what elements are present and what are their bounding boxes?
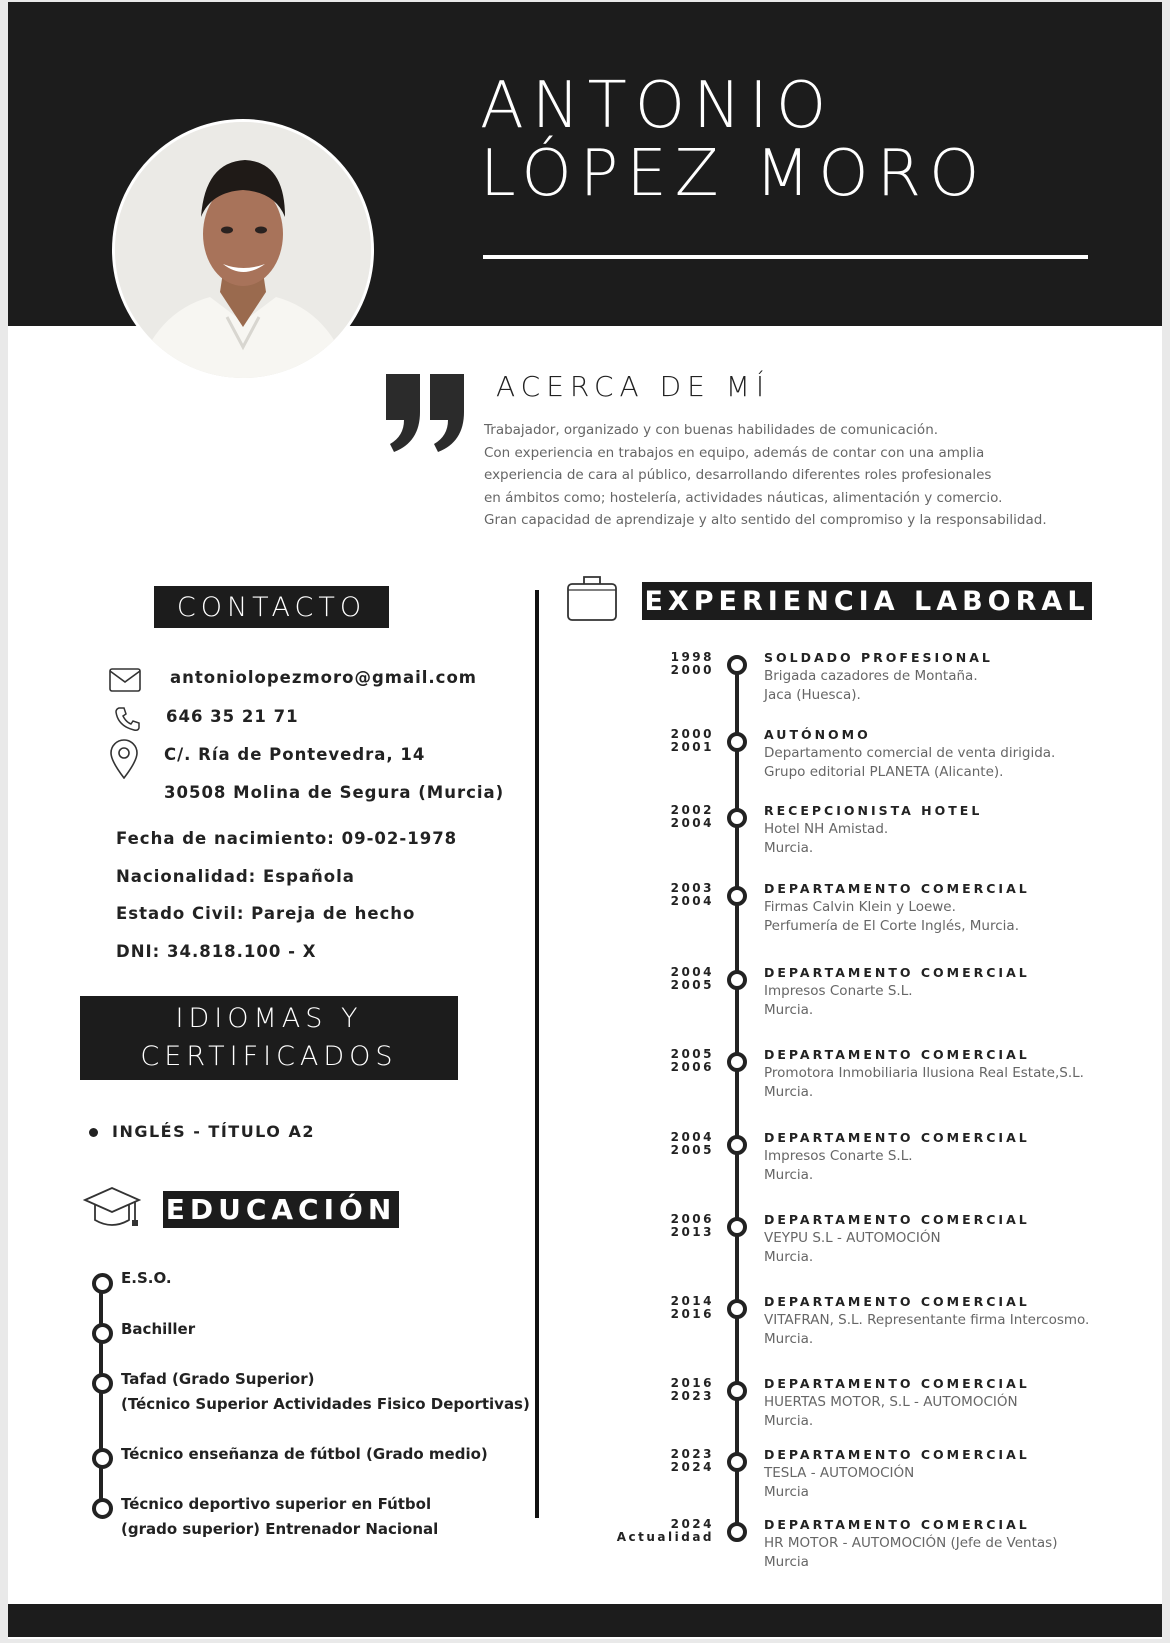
experience-end-year: 2004 xyxy=(670,816,714,830)
experience-end-year: 2016 xyxy=(670,1307,714,1321)
experience-start-year: 2002 xyxy=(670,803,714,817)
experience-role: RECEPCIONISTA HOTEL xyxy=(764,803,983,818)
experience-years xyxy=(671,1048,714,1074)
name-underline xyxy=(483,255,1088,259)
experience-description xyxy=(764,1464,914,1502)
timeline-dot xyxy=(727,1052,747,1072)
profile-photo xyxy=(112,119,374,381)
experience-description-line: Murcia. xyxy=(764,1167,814,1183)
experience-description xyxy=(764,982,913,1020)
nationality: Nacionalidad: Española xyxy=(116,867,355,886)
experience-start-year: 2014 xyxy=(670,1294,714,1308)
education-item-line: (grado superior) Entrenador Nacional xyxy=(121,1520,439,1538)
experience-description xyxy=(764,1147,913,1185)
education-item-line: E.S.O. xyxy=(121,1269,172,1287)
experience-description-line: Murcia. xyxy=(764,840,814,856)
about-line: en ámbitos como; hostelería, actividades náuticas, alimentación y comercio. xyxy=(484,489,1003,506)
experience-description-line: Impresos Conarte S.L. xyxy=(764,1148,913,1164)
timeline-dot xyxy=(727,1217,747,1237)
experience-start-year: 2000 xyxy=(670,727,714,741)
experience-start-year: 2006 xyxy=(670,1212,714,1226)
briefcase-icon xyxy=(566,574,618,622)
experience-description-line: Murcia. xyxy=(764,1002,814,1018)
experience-start-year: 2016 xyxy=(670,1376,714,1390)
experience-role: DEPARTAMENTO COMERCIAL xyxy=(764,881,1030,896)
envelope-icon xyxy=(109,668,141,692)
experience-description xyxy=(764,820,888,858)
timeline-dot xyxy=(727,808,747,828)
education-item xyxy=(121,1367,530,1417)
experience-description-line: HUERTAS MOTOR, S.L - AUTOMOCIÓN xyxy=(764,1394,1018,1410)
experience-description xyxy=(764,1393,1018,1431)
education-item xyxy=(121,1317,195,1342)
experience-description xyxy=(764,898,1019,936)
experience-end-year: 2005 xyxy=(670,978,714,992)
experience-end-year: 2005 xyxy=(670,1143,714,1157)
languages-title-line-1: IDIOMAS Y xyxy=(175,1003,363,1034)
experience-description-line: Brigada cazadores de Montaña. xyxy=(764,668,978,684)
experience-description-line: Murcia. xyxy=(764,1249,814,1265)
about-title: ACERCA DE MÍ xyxy=(496,370,771,403)
education-item-line: Tafad (Grado Superior) xyxy=(121,1370,315,1388)
experience-years xyxy=(671,804,714,830)
experience-description-line: Departamento comercial de venta dirigida. xyxy=(764,745,1056,761)
experience-description-line: Murcia. xyxy=(764,1413,814,1429)
experience-role: DEPARTAMENTO COMERCIAL xyxy=(764,1294,1030,1309)
timeline-dot xyxy=(92,1273,113,1294)
experience-role: DEPARTAMENTO COMERCIAL xyxy=(764,1517,1030,1532)
experience-role: DEPARTAMENTO COMERCIAL xyxy=(764,1047,1030,1062)
education-item-line: (Técnico Superior Actividades Fisico Deportivas) xyxy=(121,1395,530,1413)
timeline-dot xyxy=(727,1135,747,1155)
bullet xyxy=(89,1128,98,1137)
experience-end-year: Actualidad xyxy=(616,1530,714,1544)
column-divider xyxy=(535,590,539,1518)
education-item xyxy=(121,1442,488,1467)
experience-description-line: VITAFRAN, S.L. Representante firma Intercosmo. xyxy=(764,1312,1090,1328)
experience-start-year: 2023 xyxy=(670,1447,714,1461)
experience-timeline xyxy=(735,662,739,1532)
experience-start-year: 2004 xyxy=(670,1130,714,1144)
experience-description-line: Murcia xyxy=(764,1484,809,1500)
phone-icon xyxy=(114,706,140,732)
experience-description-line: Grupo editorial PLANETA (Alicante). xyxy=(764,764,1004,780)
experience-years xyxy=(617,1518,714,1544)
name-line-2: LÓPEZ MORO xyxy=(480,137,988,211)
experience-start-year: 2004 xyxy=(670,965,714,979)
experience-end-year: 2006 xyxy=(670,1060,714,1074)
experience-role: DEPARTAMENTO COMERCIAL xyxy=(764,1212,1030,1227)
contact-email[interactable]: antoniolopezmoro@gmail.com xyxy=(170,668,477,687)
footer-band xyxy=(8,1604,1162,1637)
about-text xyxy=(484,419,1124,532)
experience-description xyxy=(764,1534,1057,1572)
timeline-dot xyxy=(727,732,747,752)
civil-status: Estado Civil: Pareja de hecho xyxy=(116,904,416,923)
about-line: Gran capacidad de aprendizaje y alto sentido del compromiso y la responsabilidad. xyxy=(484,512,1047,528)
experience-role: DEPARTAMENTO COMERCIAL xyxy=(764,1376,1030,1391)
timeline-dot xyxy=(727,1299,747,1319)
location-pin-icon xyxy=(110,739,138,779)
birth-date: Fecha de nacimiento: 09-02-1978 xyxy=(116,829,458,848)
experience-years xyxy=(671,1213,714,1239)
experience-description-line: Impresos Conarte S.L. xyxy=(764,983,913,999)
experience-description-line: HR MOTOR - AUTOMOCIÓN (Jefe de Ventas) xyxy=(764,1535,1058,1551)
education-item-line: Técnico enseñanza de fútbol (Grado medio) xyxy=(121,1445,488,1463)
graduation-cap-icon xyxy=(83,1184,141,1234)
experience-description-line: Murcia xyxy=(764,1554,809,1570)
languages-title-line-2: CERTIFICADOS xyxy=(140,1041,398,1072)
experience-start-year: 2024 xyxy=(670,1517,714,1531)
experience-description xyxy=(764,1311,1089,1349)
experience-description-line: Hotel NH Amistad. xyxy=(764,821,889,837)
experience-description-line: Murcia. xyxy=(764,1331,814,1347)
experience-role: AUTÓNOMO xyxy=(764,727,871,742)
timeline-dot xyxy=(727,655,747,675)
resume-page xyxy=(8,2,1162,1639)
timeline-dot xyxy=(727,970,747,990)
education-item-line: Técnico deportivo superior en Fútbol xyxy=(121,1495,432,1513)
experience-description-line: Perfumería de El Corte Inglés, Murcia. xyxy=(764,918,1019,934)
contact-phone[interactable]: 646 35 21 71 xyxy=(166,707,299,726)
experience-description xyxy=(764,744,1055,782)
timeline-dot xyxy=(92,1448,113,1469)
experience-years xyxy=(671,966,714,992)
experience-start-year: 2003 xyxy=(670,881,714,895)
experience-years xyxy=(671,1295,714,1321)
dni: DNI: 34.818.100 - X xyxy=(116,942,317,961)
experience-end-year: 2004 xyxy=(670,894,714,908)
experience-years xyxy=(671,728,714,754)
experience-description xyxy=(764,667,978,705)
education-item xyxy=(121,1266,172,1291)
experience-end-year: 2013 xyxy=(670,1225,714,1239)
experience-years xyxy=(671,1377,714,1403)
about-line: Trabajador, organizado y con buenas habilidades de comunicación. xyxy=(484,422,939,438)
experience-description-line: Murcia. xyxy=(764,1084,814,1100)
quote-icon xyxy=(386,374,466,452)
experience-end-year: 2001 xyxy=(670,740,714,754)
timeline-dot xyxy=(727,886,747,906)
experience-role: DEPARTAMENTO COMERCIAL xyxy=(764,1447,1030,1462)
experience-end-year: 2024 xyxy=(670,1460,714,1474)
experience-description-line: TESLA - AUTOMOCIÓN xyxy=(764,1465,915,1481)
education-title: EDUCACIÓN xyxy=(163,1191,399,1228)
timeline-dot xyxy=(727,1381,747,1401)
experience-description xyxy=(764,1064,1084,1102)
experience-role: DEPARTAMENTO COMERCIAL xyxy=(764,1130,1030,1145)
experience-start-year: 1998 xyxy=(670,650,714,664)
contact-title: CONTACTO xyxy=(154,586,389,628)
experience-years xyxy=(671,1131,714,1157)
experience-years xyxy=(671,1448,714,1474)
experience-description-line: Firmas Calvin Klein y Loewe. xyxy=(764,899,956,915)
language-item: INGLÉS - TÍTULO A2 xyxy=(112,1122,315,1141)
education-item xyxy=(121,1492,438,1542)
experience-role: DEPARTAMENTO COMERCIAL xyxy=(764,965,1030,980)
experience-description-line: VEYPU S.L - AUTOMOCIÓN xyxy=(764,1230,941,1246)
experience-end-year: 2023 xyxy=(670,1389,714,1403)
name-line-1: ANTONIO xyxy=(480,69,835,143)
experience-start-year: 2005 xyxy=(670,1047,714,1061)
timeline-dot xyxy=(92,1323,113,1344)
experience-title: EXPERIENCIA LABORAL xyxy=(642,582,1092,620)
contact-address-line-1: C/. Ría de Pontevedra, 14 xyxy=(164,745,426,764)
experience-description xyxy=(764,1229,941,1267)
languages-title xyxy=(80,996,458,1080)
timeline-dot xyxy=(92,1373,113,1394)
experience-end-year: 2000 xyxy=(670,663,714,677)
timeline-dot xyxy=(727,1522,747,1542)
experience-years xyxy=(671,651,714,677)
contact-address-line-2: 30508 Molina de Segura (Murcia) xyxy=(164,783,505,802)
timeline-dot xyxy=(92,1498,113,1519)
experience-description-line: Jaca (Huesca). xyxy=(764,687,861,703)
education-item-line: Bachiller xyxy=(121,1320,196,1338)
about-line: experiencia de cara al público, desarrollando diferentes roles profesionales xyxy=(484,467,992,483)
experience-role: SOLDADO PROFESIONAL xyxy=(764,650,993,665)
full-name xyxy=(480,69,988,211)
about-line: Con experiencia en trabajos en equipo, además de contar con una amplia xyxy=(484,444,985,461)
experience-description-line: Promotora Inmobiliaria Ilusiona Real Estate,S.L. xyxy=(764,1065,1084,1081)
experience-years xyxy=(671,882,714,908)
timeline-dot xyxy=(727,1452,747,1472)
